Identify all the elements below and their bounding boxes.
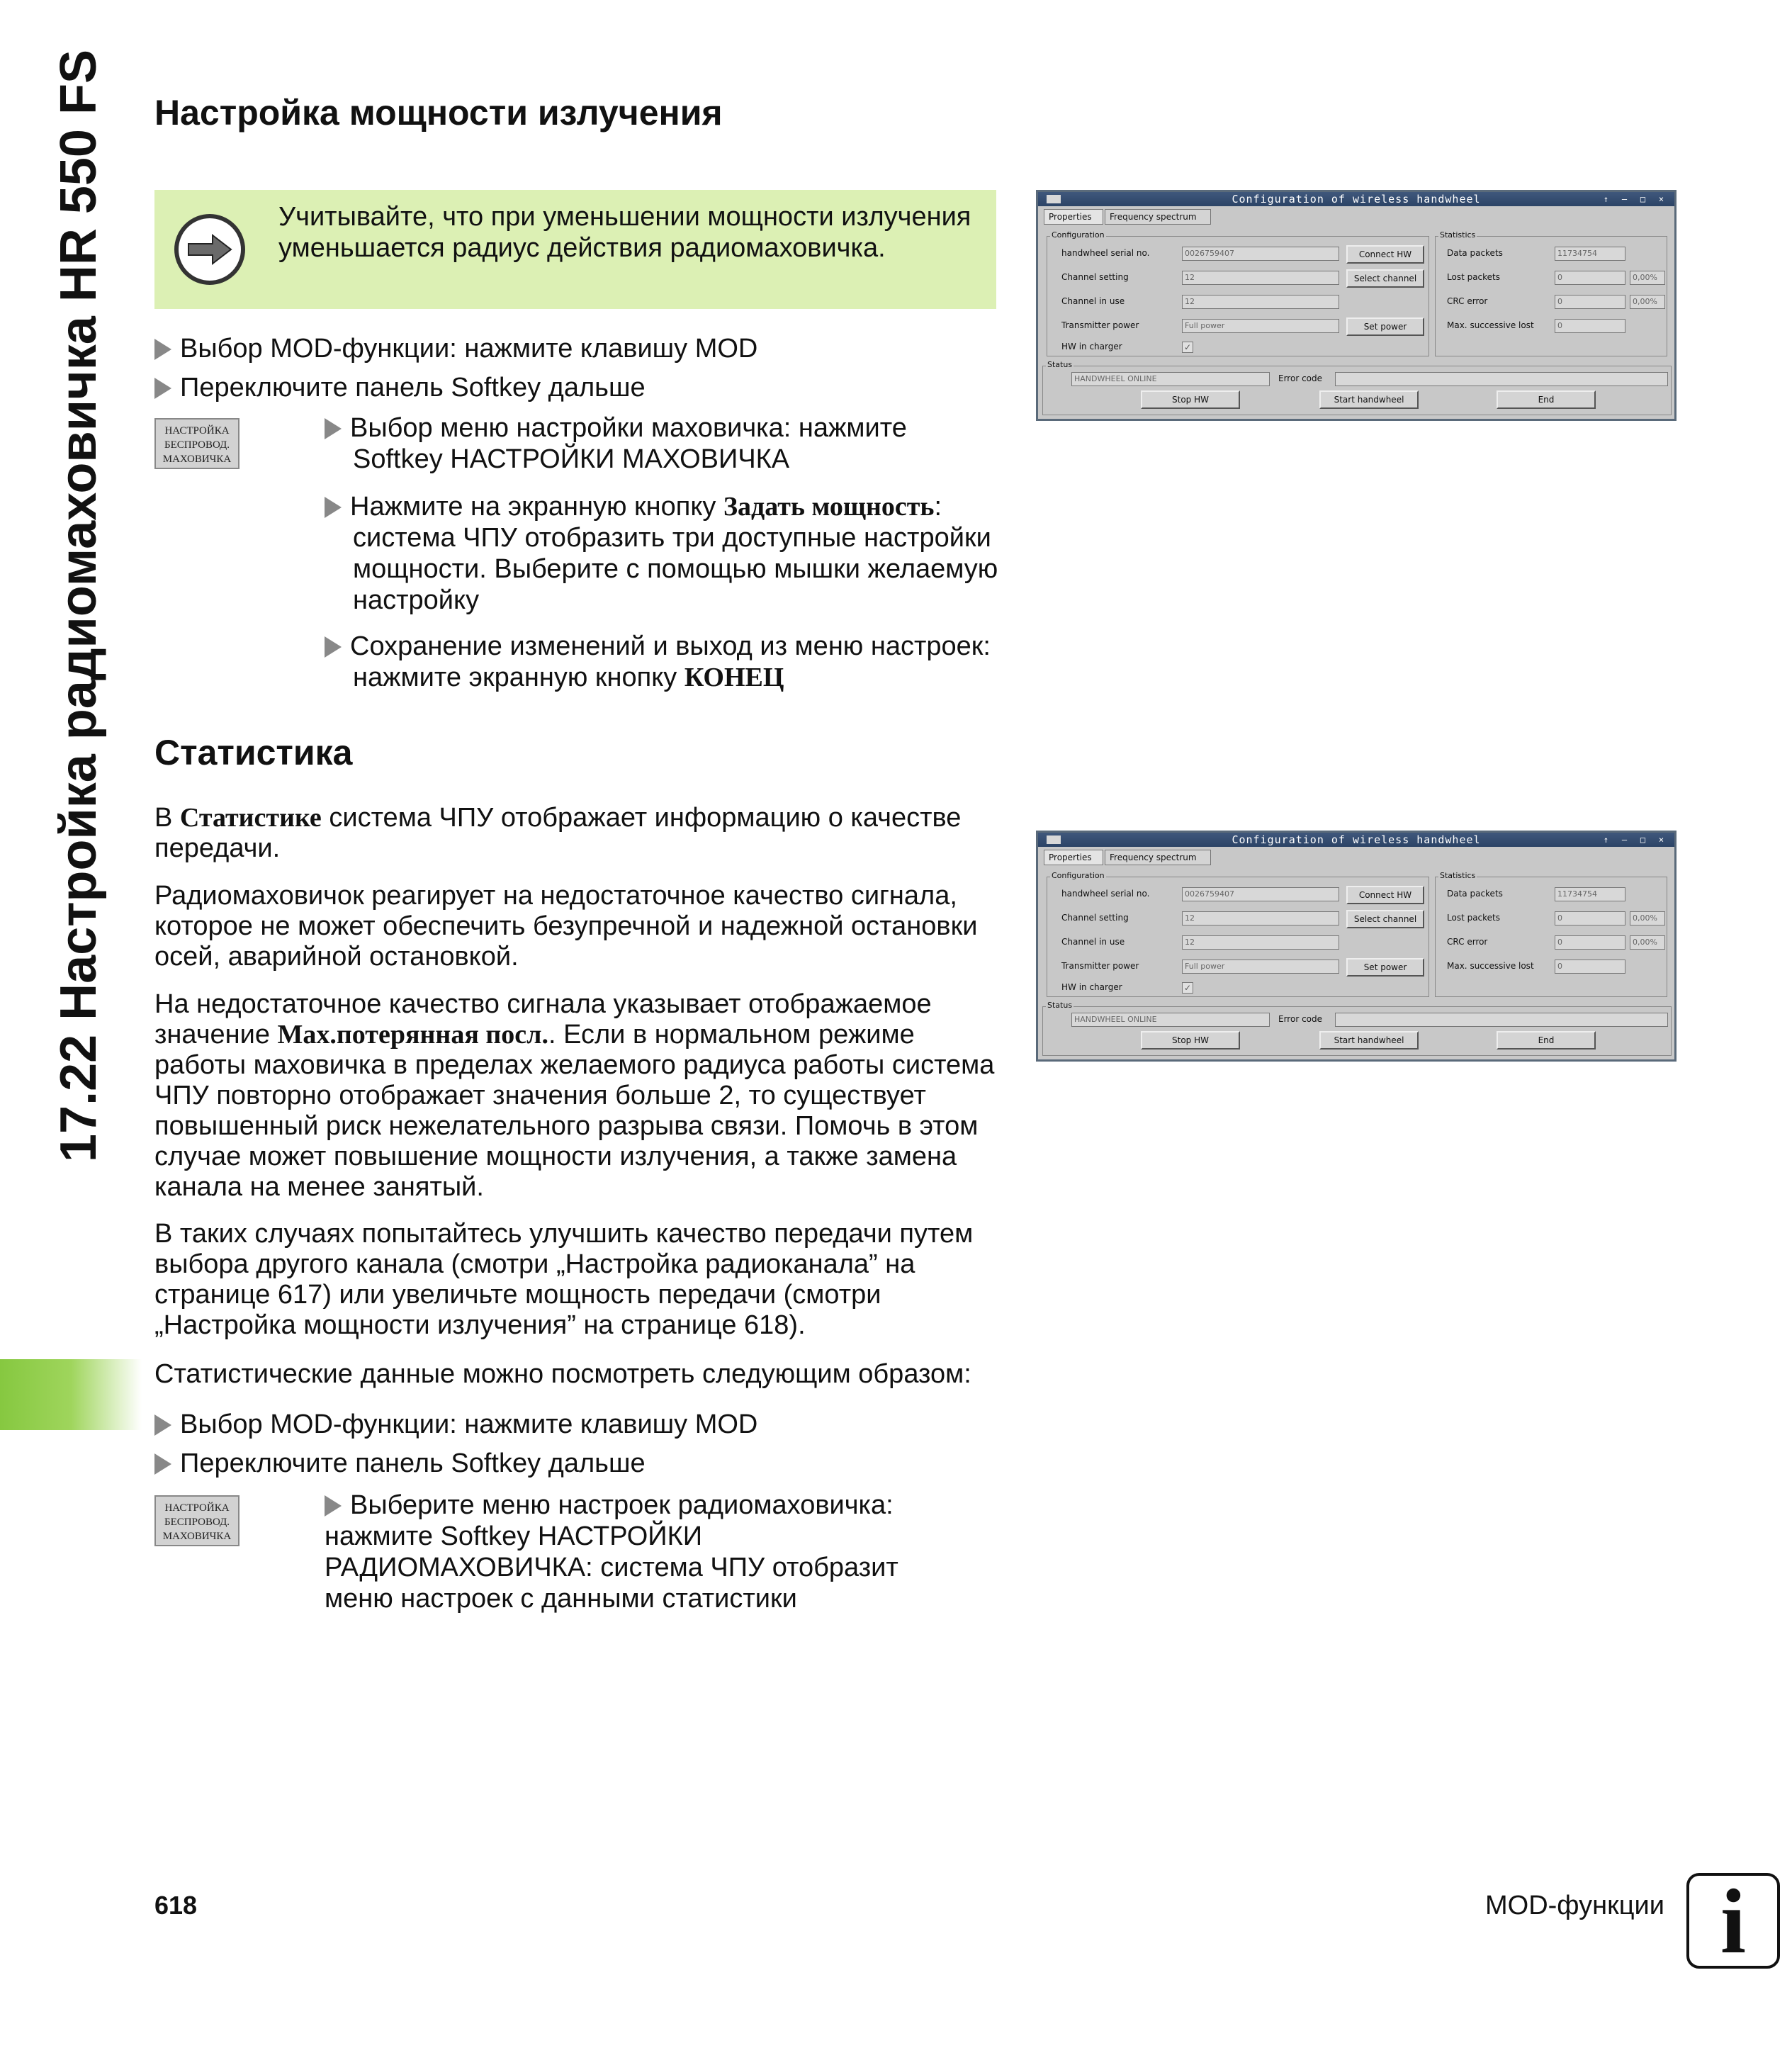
end-button[interactable]: End xyxy=(1497,1031,1596,1050)
window-menu-icon[interactable] xyxy=(1047,195,1061,203)
lost-packets-field[interactable]: 0 xyxy=(1555,271,1625,285)
note-text: Учитывайте, что при уменьшении мощности излучения уменьшается радиус действия радиомаховичка. xyxy=(278,202,971,263)
maximize-icon[interactable]: □ xyxy=(1640,194,1647,204)
error-code-label: Error code xyxy=(1278,373,1323,383)
section-heading-power: Настройка мощности излучения xyxy=(154,93,723,133)
tab-frequency-spectrum[interactable]: Frequency spectrum xyxy=(1105,850,1211,865)
transmitter-power-label: Transmitter power xyxy=(1061,320,1139,330)
serial-field[interactable]: 0026759407 xyxy=(1182,887,1339,901)
minimize-icon[interactable]: – xyxy=(1621,835,1628,845)
hw-in-charger-label: HW in charger xyxy=(1061,342,1122,351)
bullet-triangle-icon xyxy=(154,1414,171,1436)
paragraph-view-statistics: Статистические данные можно посмотреть следующим образом: xyxy=(154,1359,971,1389)
set-power-button[interactable]: Set power xyxy=(1346,317,1424,336)
data-packets-label: Data packets xyxy=(1447,248,1503,258)
minimize-icon[interactable]: – xyxy=(1621,194,1628,204)
maximize-icon[interactable]: □ xyxy=(1640,835,1647,845)
data-packets-field[interactable]: 11734754 xyxy=(1555,247,1625,261)
hw-in-charger-checkbox[interactable]: ✓ xyxy=(1182,342,1193,353)
channel-setting-label: Channel setting xyxy=(1061,913,1129,923)
transmitter-power-field[interactable]: Full power xyxy=(1182,319,1339,333)
transmitter-power-label: Transmitter power xyxy=(1061,961,1139,971)
step-select-mod-2: Выбор MOD-функции: нажмите клавишу MOD xyxy=(154,1409,757,1440)
serial-label: handwheel serial no. xyxy=(1061,889,1150,899)
crc-error-label: CRC error xyxy=(1447,937,1488,947)
step-switch-softkey-2: Переключите панель Softkey дальше xyxy=(154,1448,646,1479)
channel-in-use-label: Channel in use xyxy=(1061,937,1125,947)
note-box xyxy=(154,190,996,309)
crc-error-pct[interactable]: 0,00% xyxy=(1630,935,1665,950)
step-open-statistics-menu: Выберите меню настроек радиомаховичка: нажмите Softkey НАСТРОЙКИ РАДИОМАХОВИЧКА: система ЧПУ отобразит меню настроек с данными статистики xyxy=(325,1490,898,1614)
statistics-group: Statistics Data packets 11734754 Lost packets 0 0,00% CRC error 0 0,00% Max. successive lost 0 xyxy=(1435,236,1667,356)
hw-in-charger-checkbox[interactable]: ✓ xyxy=(1182,982,1193,994)
bullet-triangle-icon xyxy=(325,1495,342,1517)
arrow-right-icon xyxy=(174,214,245,285)
close-icon[interactable]: × xyxy=(1658,835,1665,845)
paragraph-statistics-intro: В Статистике система ЧПУ отображает информацию о качестве передачи. xyxy=(154,803,962,863)
serial-field[interactable]: 0026759407 xyxy=(1182,247,1339,261)
section-heading-statistics: Статистика xyxy=(154,733,353,772)
status-field[interactable]: HANDWHEEL ONLINE xyxy=(1071,1013,1270,1027)
window-titlebar: Configuration of wireless handwheel ↑ – □ × xyxy=(1038,192,1674,206)
start-handwheel-button[interactable]: Start handwheel xyxy=(1319,1031,1419,1050)
paragraph-signal-quality: Радиомаховичок реагирует на недостаточное качество сигнала, которое не может обеспечить безупречной и надежной остановки осей, аварийной остановкой. xyxy=(154,881,978,972)
status-group: Status HANDWHEEL ONLINE Error code Stop HW Start handwheel End xyxy=(1042,1006,1672,1056)
wireless-handwheel-window-2 xyxy=(1036,831,1677,1062)
step-switch-softkey: Переключите панель Softkey дальше xyxy=(154,372,646,403)
error-code-field[interactable] xyxy=(1335,1013,1668,1027)
lost-packets-pct[interactable]: 0,00% xyxy=(1630,271,1665,285)
step-save-exit: Сохранение изменений и выход из меню настроек: нажмите экранную кнопку КОНЕЦ xyxy=(325,631,1005,693)
error-code-label: Error code xyxy=(1278,1014,1323,1024)
softkey-wireless-settings-2[interactable]: НАСТРОЙКА БЕСПРОВОД. МАХОВИЧКА xyxy=(154,1495,240,1546)
max-successive-lost-label: Max. successive lost xyxy=(1447,320,1534,330)
crc-error-field[interactable]: 0 xyxy=(1555,295,1625,309)
page-number: 618 xyxy=(154,1891,198,1920)
step-select-mod: Выбор MOD-функции: нажмите клавишу MOD xyxy=(154,333,757,364)
set-power-button[interactable]: Set power xyxy=(1346,958,1424,977)
channel-in-use-field[interactable]: 12 xyxy=(1182,935,1339,950)
softkey-wireless-settings[interactable]: НАСТРОЙКА БЕСПРОВОД. МАХОВИЧКА xyxy=(154,418,240,469)
select-channel-button[interactable]: Select channel xyxy=(1346,910,1424,928)
lost-packets-label: Lost packets xyxy=(1447,272,1501,282)
bullet-triangle-icon xyxy=(154,1453,171,1475)
data-packets-field[interactable]: 11734754 xyxy=(1555,887,1625,901)
data-packets-label: Data packets xyxy=(1447,889,1503,899)
bullet-triangle-icon xyxy=(325,418,342,439)
paragraph-max-lost: На недостаточное качество сигнала указывает отображаемое значение Max.потерянная посл.. Если в нормальном режиме работы маховичка в пределах желаемого радиуса работы система ЧПУ повторно отображает значения больше 2, то существует повышенный риск нежелательного разрыва связи. Помочь в этом случае может повышение мощности излучения, а также замена канала на менее занятый. xyxy=(154,989,995,1202)
connect-hw-button[interactable]: Connect HW xyxy=(1346,245,1424,264)
stop-hw-button[interactable]: Stop HW xyxy=(1141,1031,1240,1050)
step-open-handwheel-menu: Выбор меню настройки маховичка: нажмите Softkey НАСТРОЙКИ МАХОВИЧКА xyxy=(325,412,1005,475)
bullet-triangle-icon xyxy=(154,378,171,399)
pin-icon[interactable]: ↑ xyxy=(1603,835,1610,845)
crc-error-label: CRC error xyxy=(1447,296,1488,306)
channel-in-use-field[interactable]: 12 xyxy=(1182,295,1339,309)
lost-packets-label: Lost packets xyxy=(1447,913,1501,923)
connect-hw-button[interactable]: Connect HW xyxy=(1346,886,1424,904)
window-menu-icon[interactable] xyxy=(1047,835,1061,844)
bullet-triangle-icon xyxy=(325,636,342,658)
status-group: Status HANDWHEEL ONLINE Error code Stop HW Start handwheel End xyxy=(1042,366,1672,415)
window-titlebar: Configuration of wireless handwheel ↑ – □ × xyxy=(1038,833,1674,847)
bullet-triangle-icon xyxy=(325,497,342,518)
hw-in-charger-label: HW in charger xyxy=(1061,982,1122,992)
tab-properties[interactable]: Properties xyxy=(1044,850,1103,865)
lost-packets-field[interactable]: 0 xyxy=(1555,911,1625,925)
configuration-group: Configuration handwheel serial no. 0026759407 Connect HW Channel setting 12 Select channel Channel in use 12 Transmitter power Full power Set power HW in charger ✓ xyxy=(1047,236,1429,356)
start-handwheel-button[interactable]: Start handwheel xyxy=(1319,390,1419,409)
pin-icon[interactable]: ↑ xyxy=(1603,194,1610,204)
max-successive-lost-field[interactable]: 0 xyxy=(1555,960,1625,974)
statistics-group: Statistics Data packets 11734754 Lost packets 0 0,00% CRC error 0 0,00% Max. successive lost 0 xyxy=(1435,877,1667,997)
channel-setting-label: Channel setting xyxy=(1061,272,1129,282)
error-code-field[interactable] xyxy=(1335,372,1668,386)
footer-chapter-title: MOD-функции xyxy=(1485,1891,1664,1920)
crc-error-field[interactable]: 0 xyxy=(1555,935,1625,950)
crc-error-pct[interactable]: 0,00% xyxy=(1630,295,1665,309)
wireless-handwheel-window-1 xyxy=(1036,190,1677,421)
side-chapter-title: 17.22 Настройка радиомаховичка HR 550 FS xyxy=(50,50,107,1162)
step-set-power: Нажмите на экранную кнопку Задать мощность: система ЧПУ отобразить три доступные настройки мощности. Выберите с помощью мышки желаемую настройку xyxy=(325,491,1005,616)
lost-packets-pct[interactable]: 0,00% xyxy=(1630,911,1665,925)
select-channel-button[interactable]: Select channel xyxy=(1346,269,1424,288)
chapter-tab-marker xyxy=(0,1359,142,1430)
stop-hw-button[interactable]: Stop HW xyxy=(1141,390,1240,409)
tab-properties[interactable]: Properties xyxy=(1044,209,1103,225)
tab-frequency-spectrum[interactable]: Frequency spectrum xyxy=(1105,209,1211,225)
configuration-group: Configuration handwheel serial no. 0026759407 Connect HW Channel setting 12 Select channel Channel in use 12 Transmitter power Full power Set power HW in charger ✓ xyxy=(1047,877,1429,997)
max-successive-lost-label: Max. successive lost xyxy=(1447,961,1534,971)
max-successive-lost-field[interactable]: 0 xyxy=(1555,319,1625,333)
end-button[interactable]: End xyxy=(1497,390,1596,409)
info-icon: i xyxy=(1686,1873,1780,1969)
status-field[interactable]: HANDWHEEL ONLINE xyxy=(1071,372,1270,386)
serial-label: handwheel serial no. xyxy=(1061,248,1150,258)
bullet-triangle-icon xyxy=(154,339,171,360)
channel-in-use-label: Channel in use xyxy=(1061,296,1125,306)
paragraph-improve-quality: В таких случаях попытайтесь улучшить качество передачи путем выбора другого канала (смотри „Настройка радиоканала” на странице 617) или увеличьте мощность передачи (смотри „Настройка мощности излучения” на странице 618). xyxy=(154,1219,974,1340)
transmitter-power-field[interactable]: Full power xyxy=(1182,960,1339,974)
channel-setting-field[interactable]: 12 xyxy=(1182,911,1339,925)
channel-setting-field[interactable]: 12 xyxy=(1182,271,1339,285)
close-icon[interactable]: × xyxy=(1658,194,1665,204)
